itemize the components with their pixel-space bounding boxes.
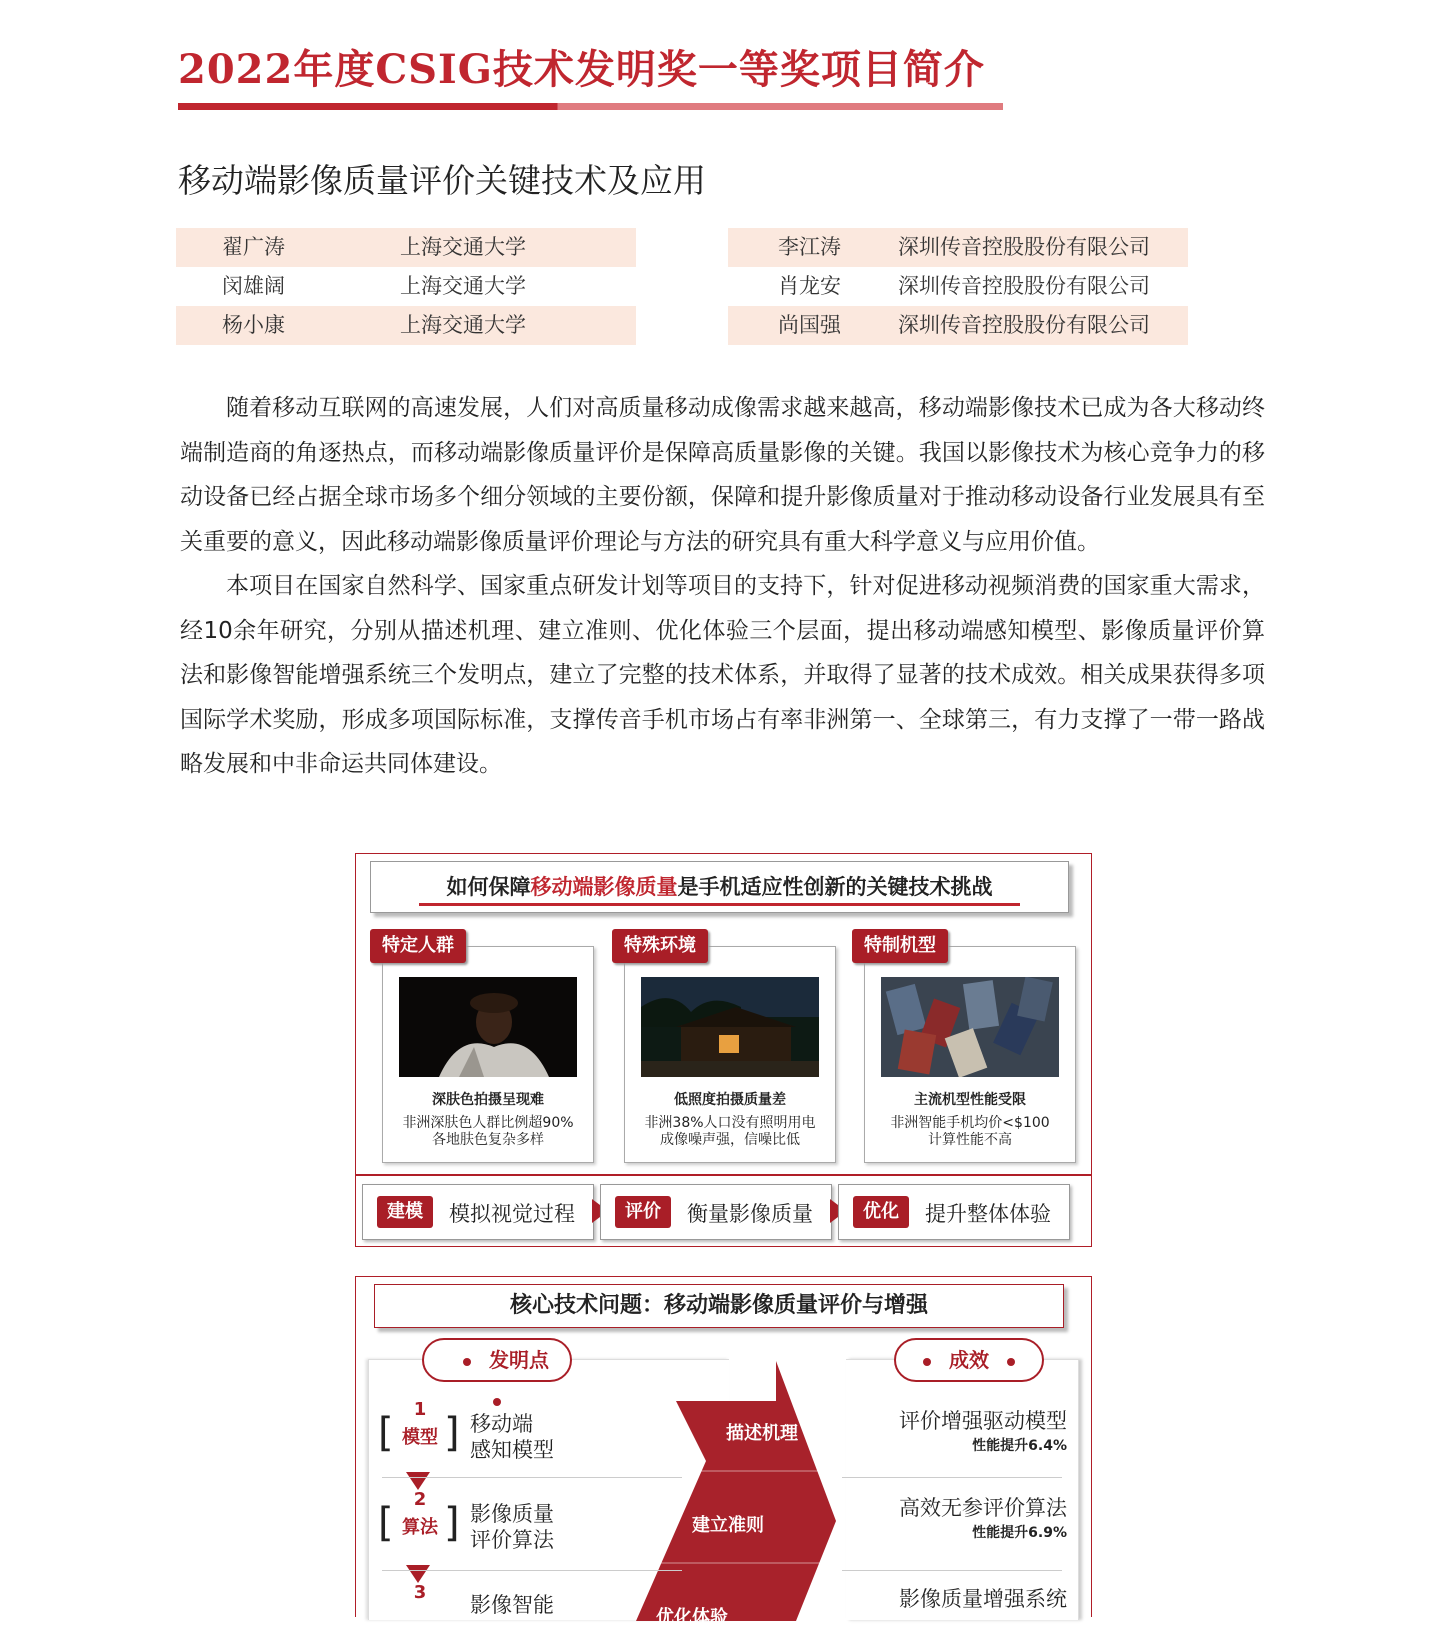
divider — [842, 1477, 1062, 1478]
project-title: 移动端影像质量评价关键技术及应用 — [178, 161, 706, 200]
author-name: 翟广涛 — [222, 235, 285, 259]
author-name: 肖龙安 — [778, 274, 841, 298]
inventions-pill — [422, 1338, 572, 1382]
heading-highlight: 移动端影像质量 — [530, 875, 678, 899]
invention-text: 影像智能 — [470, 1593, 554, 1617]
invention-number: 2 — [413, 1489, 427, 1510]
divider — [356, 1174, 1091, 1176]
card-line: 各地肤色复杂多样 — [432, 1132, 544, 1148]
chevron-shape — [636, 1361, 836, 1621]
flow-tag: 优化 — [853, 1196, 909, 1228]
dot-icon — [1007, 1358, 1015, 1366]
invention-text: 影像质量 — [470, 1502, 554, 1526]
author-name: 李江涛 — [778, 235, 841, 259]
chevron-diagram — [596, 1361, 856, 1621]
chevron-label: 优化体验 — [656, 1607, 728, 1628]
challenge-card — [382, 946, 594, 1163]
result-item — [899, 1492, 1067, 1542]
author-org: 上海交通大学 — [400, 274, 526, 298]
divider — [382, 1570, 682, 1571]
challenge-figure — [355, 853, 1092, 1247]
chevron-label: 描述机理 — [726, 1423, 798, 1444]
author-row — [728, 306, 1188, 345]
author-row — [176, 306, 636, 345]
results-pill — [894, 1338, 1044, 1382]
author-name: 杨小康 — [222, 313, 285, 337]
flow-text: 衡量影像质量 — [687, 1202, 813, 1226]
card-line: 非洲38%人口没有照明用电 — [644, 1115, 816, 1131]
author-table-left — [176, 228, 636, 345]
bracket-right-icon: ] — [444, 1500, 460, 1546]
result-sub: 性能提升6.9% — [972, 1525, 1067, 1541]
dot-icon — [923, 1358, 931, 1366]
card-title: 深肤色拍摄呈现难 — [432, 1092, 544, 1108]
flow-tag: 评价 — [615, 1196, 671, 1228]
card-title: 低照度拍摄质量差 — [674, 1092, 786, 1108]
invention-label: 模型 — [402, 1427, 438, 1448]
flow-step — [362, 1184, 594, 1240]
card-line: 非洲智能手机均价<$100 — [890, 1115, 1050, 1131]
chevron-label: 建立准则 — [692, 1515, 764, 1536]
heading-part: 如何保障 — [446, 875, 531, 899]
author-org: 上海交通大学 — [400, 235, 526, 259]
divider — [382, 1477, 682, 1478]
challenge-card — [864, 946, 1076, 1163]
card-line: 计算性能不高 — [928, 1132, 1012, 1148]
author-row — [728, 228, 1188, 267]
dark-skin-photo — [399, 977, 577, 1077]
invention-text: 评价算法 — [470, 1528, 554, 1552]
arrow-down-icon — [406, 1565, 430, 1583]
result-title: 评价增强驱动模型 — [899, 1409, 1067, 1433]
arrow-down-icon — [406, 1472, 430, 1490]
low-light-photo — [641, 977, 819, 1077]
card-tag: 特制机型 — [852, 929, 948, 963]
bracket-right-icon: ] — [444, 1410, 460, 1456]
phones-pile-photo — [881, 977, 1059, 1077]
card-tag: 特殊环境 — [612, 929, 708, 963]
results-panel — [846, 1359, 1079, 1620]
bracket-left-icon: [ — [378, 1500, 394, 1546]
page-title: 2022年度CSIG技术发明奖一等奖项目简介 — [178, 46, 985, 93]
heading-underline — [419, 903, 1020, 906]
core-tech-heading: 核心技术问题：移动端影像质量评价与增强 — [374, 1284, 1064, 1328]
dot-icon — [463, 1358, 471, 1366]
result-sub: 性能提升6.4% — [972, 1438, 1067, 1454]
flow-text: 提升整体体验 — [925, 1202, 1051, 1226]
paragraph: 本项目在国家自然科学、国家重点研发计划等项目的支持下，针对促进移动视频消费的国家重大需求，经10余年研究，分别从描述机理、建立准则、优化体验三个层面，提出移动端感知模型、影像质量评价算法和影像智能增强系统三个发明点，建立了完整的技术体系，并取得了显著的技术成效。相关成果获得多项国际学术奖励，形成多项国际标准，支撑传音手机市场占有率非洲第一、全球第三，有力支撑了一带一路战略发展和中非命运共同体建设。 — [180, 573, 1265, 777]
flow-tag: 建模 — [377, 1196, 433, 1228]
body-text — [180, 386, 1265, 787]
card-line: 非洲深肤色人群比例超90% — [402, 1115, 574, 1131]
challenge-heading — [370, 861, 1069, 913]
flow-step — [838, 1184, 1070, 1240]
result-item — [899, 1405, 1067, 1455]
card-line: 成像噪声强，信噪比低 — [660, 1132, 800, 1148]
divider — [842, 1570, 1062, 1571]
dot-icon — [493, 1398, 501, 1406]
challenge-card — [624, 946, 836, 1163]
author-org: 深圳传音控股股份有限公司 — [898, 313, 1150, 337]
core-tech-figure — [355, 1276, 1092, 1628]
pill-label: 成效 — [949, 1348, 989, 1372]
flow-text: 模拟视觉过程 — [449, 1202, 575, 1226]
invention-text: 感知模型 — [470, 1438, 554, 1462]
paragraph: 随着移动互联网的高速发展，人们对高质量移动成像需求越来越高，移动端影像技术已成为各大移动终端制造商的角逐热点，而移动端影像质量评价是保障高质量影像的关键。我国以影像技术为核心竞争力的移动设备已经占据全球市场多个细分领域的主要份额，保障和提升影像质量对于推动移动设备行业发展具有至关重要的意义，因此移动端影像质量评价理论与方法的研究具有重大科学意义与应用价值。 — [180, 395, 1265, 555]
result-title: 影像质量增强系统 — [899, 1587, 1067, 1611]
pill-label: 发明点 — [489, 1348, 549, 1372]
author-row — [176, 267, 636, 306]
author-row — [728, 267, 1188, 306]
card-tag: 特定人群 — [370, 929, 466, 963]
invention-text: 移动端 — [470, 1412, 533, 1436]
bracket-left-icon: [ — [378, 1410, 394, 1456]
result-item — [899, 1583, 1067, 1613]
result-title: 高效无参评价算法 — [899, 1496, 1067, 1520]
invention-label: 算法 — [402, 1517, 438, 1538]
author-org: 深圳传音控股股份有限公司 — [898, 274, 1150, 298]
invention-number: 1 — [413, 1399, 427, 1420]
flow-step — [600, 1184, 832, 1240]
card-title: 主流机型性能受限 — [914, 1092, 1026, 1108]
author-row — [176, 228, 636, 267]
heading-part: 是手机适应性创新的关键技术挑战 — [677, 875, 993, 899]
author-org: 深圳传音控股股份有限公司 — [898, 235, 1150, 259]
invention-number: 3 — [413, 1582, 427, 1603]
author-org: 上海交通大学 — [400, 313, 526, 337]
author-table-right — [728, 228, 1188, 345]
author-name: 尚国强 — [778, 313, 841, 337]
title-underline — [178, 103, 1003, 110]
author-name: 闵雄阔 — [222, 274, 285, 298]
